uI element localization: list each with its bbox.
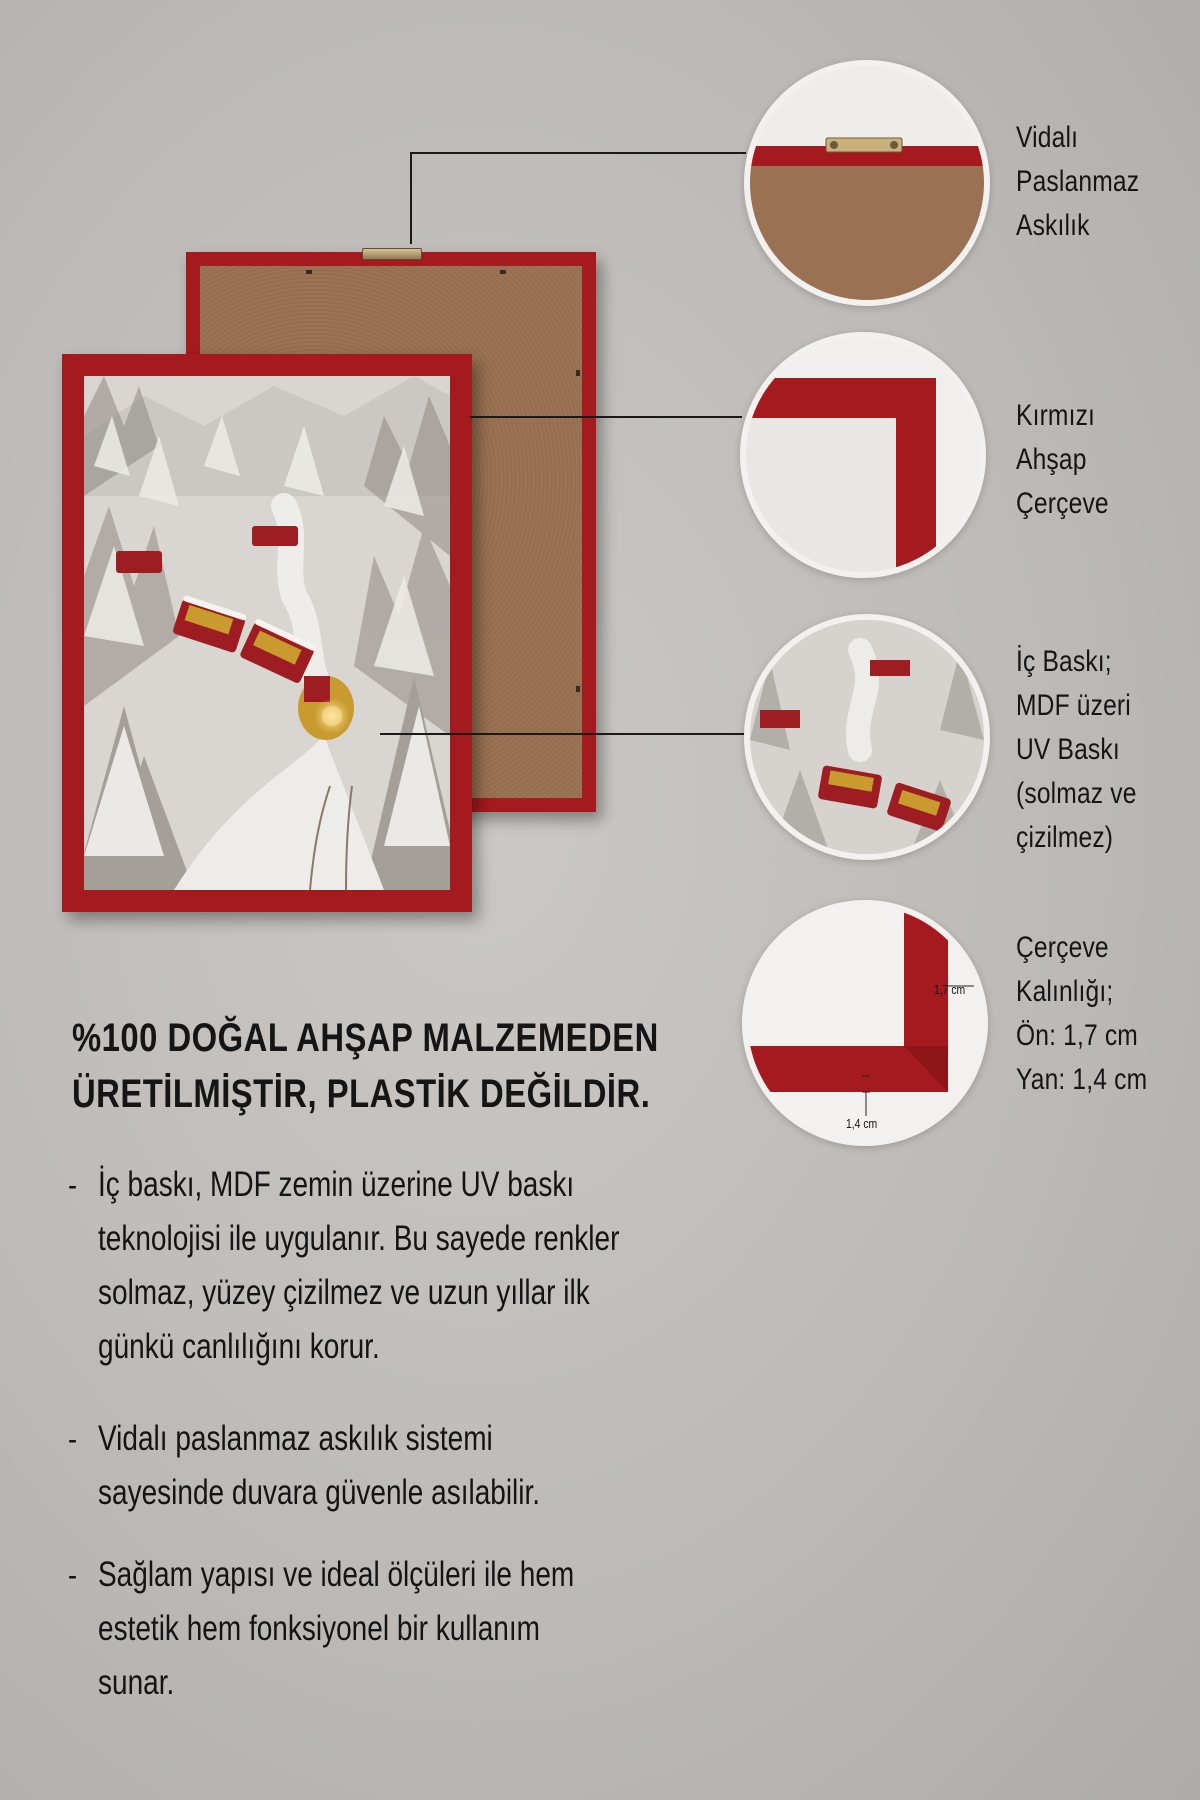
front-frame-view — [62, 354, 472, 912]
callout-label-line: Kalınlığı; — [1016, 975, 1114, 1008]
bullet-line: İç baskı, MDF zemin üzerine UV baskı — [98, 1165, 575, 1204]
callout-label-line: Ön: 1,7 cm — [1016, 1019, 1138, 1052]
callout-label-hanger — [1016, 116, 1164, 248]
callout-label-line: Çerçeve — [1016, 487, 1109, 520]
bullet-line: sunar. — [98, 1663, 175, 1702]
callout-label-line: (solmaz ve — [1016, 777, 1137, 810]
callout-label-line: MDF üzeri — [1016, 689, 1131, 722]
callout-label-line: Paslanmaz — [1016, 165, 1140, 198]
bullet-line: teknolojisi ile uygulanır. Bu sayede renkler — [98, 1219, 620, 1258]
bullet-line: sayesinde duvara güvenle asılabilir. — [98, 1473, 541, 1512]
callout-label-line: İç Baskı; — [1016, 645, 1112, 678]
callout-line-frame — [470, 416, 742, 418]
frame-clip — [576, 686, 580, 692]
bullet-text — [98, 1158, 706, 1374]
headline-line: %100 DOĞAL AHŞAP MALZEMEDEN — [72, 1016, 659, 1060]
frame-clip — [500, 270, 506, 274]
callout-label-line: Ahşap — [1016, 443, 1087, 476]
front-thickness-dimension: 1,7 cm — [934, 982, 966, 997]
frame-clip — [576, 370, 580, 376]
callout-label-line: Kırmızı — [1016, 399, 1096, 432]
callout-label-frame — [1016, 394, 1164, 526]
winter-train-print — [84, 376, 450, 890]
detail-circle-print — [744, 614, 990, 860]
sawtooth-hanger — [362, 248, 422, 260]
bullet-line: Vidalı paslanmaz askılık sistemi — [98, 1419, 493, 1458]
bullet-line: solmaz, yüzey çizilmez ve uzun yıllar ilk — [98, 1273, 590, 1312]
headline-line: ÜRETİLMİŞTİR, PLASTİK DEĞİLDİR. — [72, 1072, 651, 1116]
callout-label-line: Vidalı — [1016, 121, 1079, 154]
bullet-dash: - — [68, 1557, 78, 1593]
winter-train-illustration — [84, 376, 450, 890]
bullet-dash: - — [68, 1421, 78, 1457]
bullet-text — [98, 1412, 706, 1520]
callout-label-print — [1016, 640, 1164, 860]
bullet-line: estetik hem fonksiyonel bir kullanım — [98, 1609, 540, 1648]
detail-circle-thickness — [742, 900, 988, 1146]
bullet-text — [98, 1548, 706, 1710]
callout-label-line: Askılık — [1016, 209, 1090, 242]
callout-label-line: çizilmez) — [1016, 821, 1114, 854]
callout-line-hanger — [410, 152, 746, 154]
bullet-line: günkü canlılığını korur. — [98, 1327, 380, 1366]
bullet-line: Sağlam yapısı ve ideal ölçüleri ile hem — [98, 1555, 575, 1594]
callout-label-thickness — [1016, 926, 1164, 1102]
callout-line-print — [380, 733, 746, 735]
side-thickness-dimension: 1,4 cm — [846, 1116, 878, 1131]
detail-circle-hanger — [744, 60, 990, 306]
callout-label-line: Çerçeve — [1016, 931, 1109, 964]
callout-label-line: UV Baskı — [1016, 733, 1120, 766]
headline — [72, 1010, 659, 1122]
bullet-dash: - — [68, 1167, 78, 1203]
frame-clip — [306, 270, 312, 274]
callout-line-hanger-vertical — [410, 152, 412, 244]
detail-circle-red-frame — [740, 332, 986, 578]
callout-label-line: Yan: 1,4 cm — [1016, 1063, 1148, 1096]
